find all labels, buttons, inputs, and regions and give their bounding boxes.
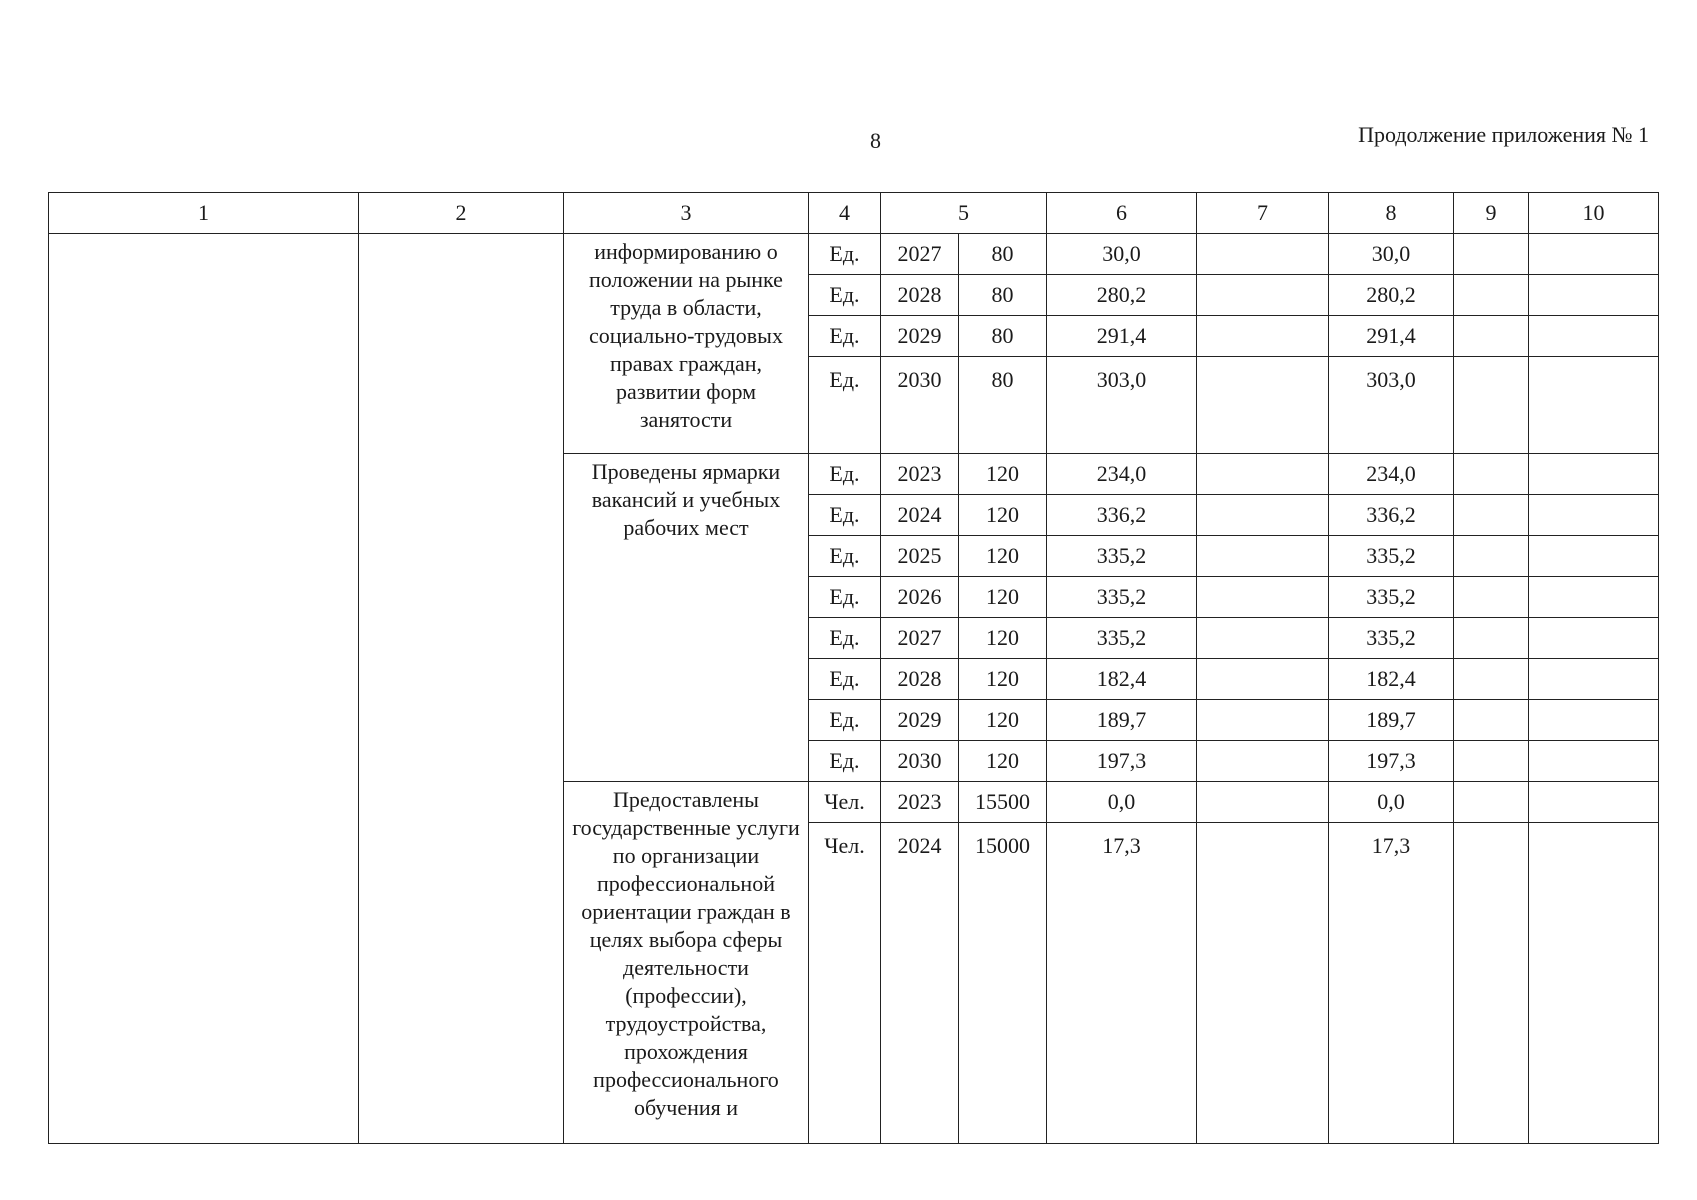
col10-cell: [1529, 357, 1659, 454]
col10-cell: [1529, 536, 1659, 577]
year-cell: 2023: [881, 454, 959, 495]
year-cell: 2030: [881, 741, 959, 782]
result-description: информированию о положении на рынке труда в области, социально-трудовых правах граждан, развитии форм занятости: [564, 234, 809, 454]
unit-cell: Ед.: [809, 700, 881, 741]
col6-cell: 335,2: [1047, 536, 1197, 577]
col9-cell: [1454, 275, 1529, 316]
col9-cell: [1454, 454, 1529, 495]
col6-cell: 0,0: [1047, 782, 1197, 823]
col10-cell: [1529, 700, 1659, 741]
col7-cell: [1197, 782, 1329, 823]
col7-cell: [1197, 316, 1329, 357]
col7-cell: [1197, 275, 1329, 316]
col7-cell: [1197, 234, 1329, 275]
col8-cell: 303,0: [1329, 357, 1454, 454]
column-header: 7: [1197, 193, 1329, 234]
col10-cell: [1529, 782, 1659, 823]
unit-cell: Ед.: [809, 234, 881, 275]
col8-cell: 0,0: [1329, 782, 1454, 823]
column-header: 5: [881, 193, 1047, 234]
col6-cell: 189,7: [1047, 700, 1197, 741]
col10-cell: [1529, 823, 1659, 1144]
col10-cell: [1529, 234, 1659, 275]
value-cell: 120: [959, 454, 1047, 495]
continuation-note: Продолжение приложения № 1: [1358, 122, 1649, 147]
table-row: [49, 234, 1659, 275]
value-cell: 80: [959, 357, 1047, 454]
col10-cell: [1529, 495, 1659, 536]
unit-cell: Ед.: [809, 275, 881, 316]
column-1-cell: [49, 234, 359, 1144]
column-header: 3: [564, 193, 809, 234]
col9-cell: [1454, 577, 1529, 618]
value-cell: 120: [959, 741, 1047, 782]
col6-cell: 336,2: [1047, 495, 1197, 536]
col10-cell: [1529, 275, 1659, 316]
year-cell: 2023: [881, 782, 959, 823]
value-cell: 120: [959, 495, 1047, 536]
col8-cell: 30,0: [1329, 234, 1454, 275]
col7-cell: [1197, 741, 1329, 782]
col8-cell: 182,4: [1329, 659, 1454, 700]
column-number-row: [49, 193, 1659, 234]
unit-cell: Ед.: [809, 618, 881, 659]
result-description: Проведены ярмарки вакансий и учебных рабочих мест: [564, 454, 809, 782]
column-header: 9: [1454, 193, 1529, 234]
col9-cell: [1454, 618, 1529, 659]
col6-cell: 335,2: [1047, 618, 1197, 659]
col9-cell: [1454, 357, 1529, 454]
unit-cell: Ед.: [809, 577, 881, 618]
year-cell: 2027: [881, 234, 959, 275]
unit-cell: Чел.: [809, 782, 881, 823]
year-cell: 2025: [881, 536, 959, 577]
value-cell: 120: [959, 659, 1047, 700]
value-cell: 120: [959, 618, 1047, 659]
column-header: 6: [1047, 193, 1197, 234]
year-cell: 2028: [881, 275, 959, 316]
appendix-table: [48, 192, 1659, 1144]
col10-cell: [1529, 577, 1659, 618]
year-cell: 2028: [881, 659, 959, 700]
col6-cell: 197,3: [1047, 741, 1197, 782]
col9-cell: [1454, 823, 1529, 1144]
col7-cell: [1197, 659, 1329, 700]
col8-cell: 335,2: [1329, 618, 1454, 659]
col9-cell: [1454, 234, 1529, 275]
col8-cell: 336,2: [1329, 495, 1454, 536]
unit-cell: Ед.: [809, 659, 881, 700]
col10-cell: [1529, 659, 1659, 700]
col9-cell: [1454, 495, 1529, 536]
column-header: 10: [1529, 193, 1659, 234]
column-header: 2: [359, 193, 564, 234]
value-cell: 80: [959, 316, 1047, 357]
col8-cell: 17,3: [1329, 823, 1454, 1144]
col9-cell: [1454, 536, 1529, 577]
column-header: 1: [49, 193, 359, 234]
col7-cell: [1197, 495, 1329, 536]
unit-cell: Ед.: [809, 741, 881, 782]
unit-cell: Ед.: [809, 495, 881, 536]
col9-cell: [1454, 741, 1529, 782]
col8-cell: 335,2: [1329, 577, 1454, 618]
col7-cell: [1197, 618, 1329, 659]
year-cell: 2024: [881, 823, 959, 1144]
column-header: 8: [1329, 193, 1454, 234]
col7-cell: [1197, 577, 1329, 618]
col6-cell: 280,2: [1047, 275, 1197, 316]
col10-cell: [1529, 316, 1659, 357]
col6-cell: 291,4: [1047, 316, 1197, 357]
value-cell: 120: [959, 700, 1047, 741]
unit-cell: Чел.: [809, 823, 881, 1144]
col7-cell: [1197, 454, 1329, 495]
col10-cell: [1529, 454, 1659, 495]
unit-cell: Ед.: [809, 536, 881, 577]
col10-cell: [1529, 618, 1659, 659]
col9-cell: [1454, 782, 1529, 823]
col6-cell: 303,0: [1047, 357, 1197, 454]
col7-cell: [1197, 357, 1329, 454]
year-cell: 2029: [881, 316, 959, 357]
value-cell: 15000: [959, 823, 1047, 1144]
col8-cell: 291,4: [1329, 316, 1454, 357]
col6-cell: 335,2: [1047, 577, 1197, 618]
col6-cell: 30,0: [1047, 234, 1197, 275]
unit-cell: Ед.: [809, 316, 881, 357]
col9-cell: [1454, 316, 1529, 357]
col8-cell: 197,3: [1329, 741, 1454, 782]
value-cell: 120: [959, 536, 1047, 577]
result-description: Предоставлены государственные услуги по организации профессиональной ориентации граждан в целях выбора сферы деятельности (профессии), трудоустройства, прохождения профессионального обучения и: [564, 782, 809, 1144]
col9-cell: [1454, 659, 1529, 700]
col7-cell: [1197, 700, 1329, 741]
page-number: 8: [870, 128, 881, 153]
col6-cell: 17,3: [1047, 823, 1197, 1144]
col7-cell: [1197, 823, 1329, 1144]
year-cell: 2030: [881, 357, 959, 454]
value-cell: 80: [959, 234, 1047, 275]
unit-cell: Ед.: [809, 454, 881, 495]
col8-cell: 335,2: [1329, 536, 1454, 577]
col6-cell: 234,0: [1047, 454, 1197, 495]
value-cell: 15500: [959, 782, 1047, 823]
value-cell: 80: [959, 275, 1047, 316]
col9-cell: [1454, 700, 1529, 741]
year-cell: 2029: [881, 700, 959, 741]
col6-cell: 182,4: [1047, 659, 1197, 700]
col10-cell: [1529, 741, 1659, 782]
year-cell: 2026: [881, 577, 959, 618]
column-header: 4: [809, 193, 881, 234]
value-cell: 120: [959, 577, 1047, 618]
year-cell: 2024: [881, 495, 959, 536]
unit-cell: Ед.: [809, 357, 881, 454]
column-2-cell: [359, 234, 564, 1144]
col8-cell: 280,2: [1329, 275, 1454, 316]
col8-cell: 234,0: [1329, 454, 1454, 495]
year-cell: 2027: [881, 618, 959, 659]
col7-cell: [1197, 536, 1329, 577]
col8-cell: 189,7: [1329, 700, 1454, 741]
